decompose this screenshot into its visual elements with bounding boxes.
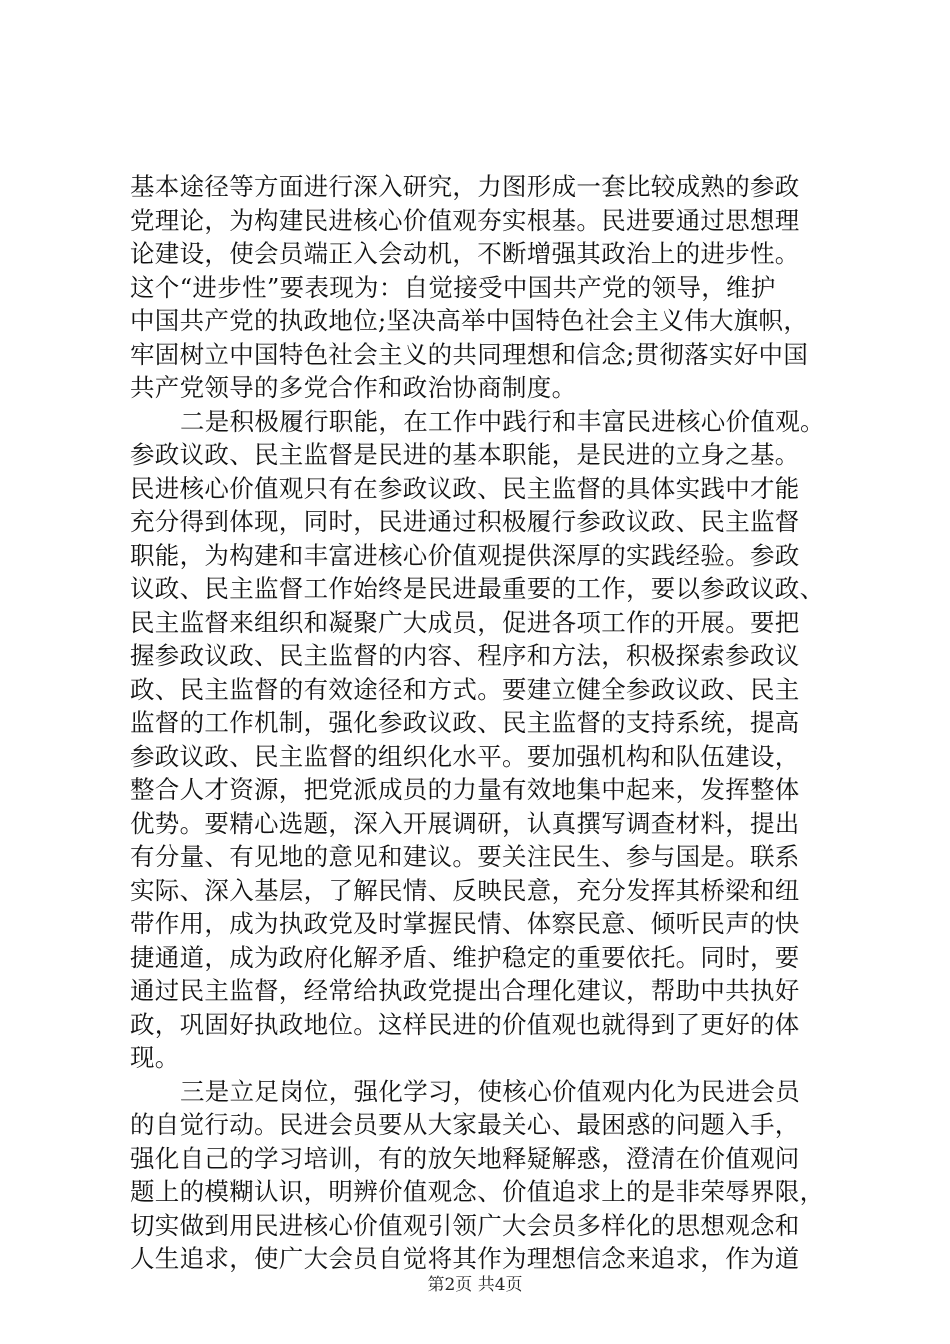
text-line: 通过民主监督，经常给执政党提出合理化建议，帮助中共执好 [130, 976, 800, 1005]
text-line: 捷通道，成为政府化解矛盾、维护稳定的重要依托。同时，要 [130, 942, 800, 972]
text-line: 三是立足岗位，强化学习，使核心价值观内化为民进会员 [180, 1076, 800, 1106]
text-line: 人生追求，使广大会员自觉将其作为理想信念来追求，作为道 [130, 1244, 800, 1273]
text-line: 参政议政、民主监督是民进的基本职能，是民进的立身之基。 [130, 440, 800, 469]
text-line: 实际、深入基层，了解民情、反映民意，充分发挥其桥梁和纽 [130, 875, 800, 905]
text-line: 充分得到体现，同时，民进通过积极履行参政议政、民主监督 [130, 507, 800, 536]
text-line: 强化自己的学习培训，有的放矢地释疑解惑，澄清在价值观问 [130, 1143, 800, 1173]
text-line: 牢固树立中国特色社会主义的共同理想和信念;贯彻落实好中国 [130, 339, 809, 369]
text-line: 政，巩固好执政地位。这样民进的价值观也就得到了更好的体 [130, 1009, 800, 1039]
text-line: 参政议政、民主监督的组织化水平。要加强机构和队伍建设， [130, 741, 800, 771]
text-line: 党理论，为构建民进核心价值观夯实根基。民进要通过思想理 [130, 205, 800, 235]
text-line: 带作用，成为执政党及时掌握民情、体察民意、倾听民声的快 [130, 909, 800, 938]
text-line: 切实做到用民进核心价值观引领广大会员多样化的思想观念和 [130, 1210, 800, 1240]
text-line: 中国共产党的执政地位;坚决高举中国特色社会主义伟大旗帜， [130, 306, 809, 335]
text-line: 握参政议政、民主监督的内容、程序和方法，积极探索参政议 [130, 641, 800, 670]
text-line: 政、民主监督的有效途径和方式。要建立健全参政议政、民主 [130, 674, 800, 704]
text-line: 的自觉行动。民进会员要从大家最关心、最困惑的问题入手， [130, 1110, 800, 1139]
text-line: 整合人才资源，把党派成员的力量有效地集中起来，发挥整体 [130, 775, 800, 804]
text-line: 基本途径等方面进行深入研究，力图形成一套比较成熟的参政 [130, 172, 800, 201]
text-line: 现。 [130, 1043, 180, 1072]
text-line: 二是积极履行职能，在工作中践行和丰富民进核心价值观。 [180, 406, 825, 436]
document-body [130, 170, 830, 1276]
text-line: 职能，为构建和丰富进核心价值观提供深厚的实践经验。参政 [130, 540, 800, 570]
text-line: 这个“进步性”要表现为：自觉接受中国共产党的领导，维护 [130, 272, 776, 302]
text-line: 有分量、有见地的意见和建议。要关注民生、参与国是。联系 [130, 842, 800, 871]
text-line: 优势。要精心选题，深入开展调研，认真撰写调查材料，提出 [130, 808, 800, 838]
text-line: 论建设，使会员端正入会动机，不断增强其政治上的进步性。 [130, 239, 800, 268]
text-line: 民主监督来组织和凝聚广大成员，促进各项工作的开展。要把 [130, 607, 800, 637]
page-footer: 第2页 共4页 [427, 1275, 523, 1295]
text-line: 监督的工作机制，强化参政议政、民主监督的支持系统，提高 [130, 708, 800, 737]
text-line: 共产党领导的多党合作和政治协商制度。 [130, 373, 577, 402]
text-line: 议政、民主监督工作始终是民进最重要的工作，要以参政议政、 [130, 574, 825, 603]
text-line: 民进核心价值观只有在参政议政、民主监督的具体实践中才能 [130, 473, 800, 503]
text-line: 题上的模糊认识，明辨价值观念、价值追求上的是非荣辱界限， [130, 1177, 825, 1206]
